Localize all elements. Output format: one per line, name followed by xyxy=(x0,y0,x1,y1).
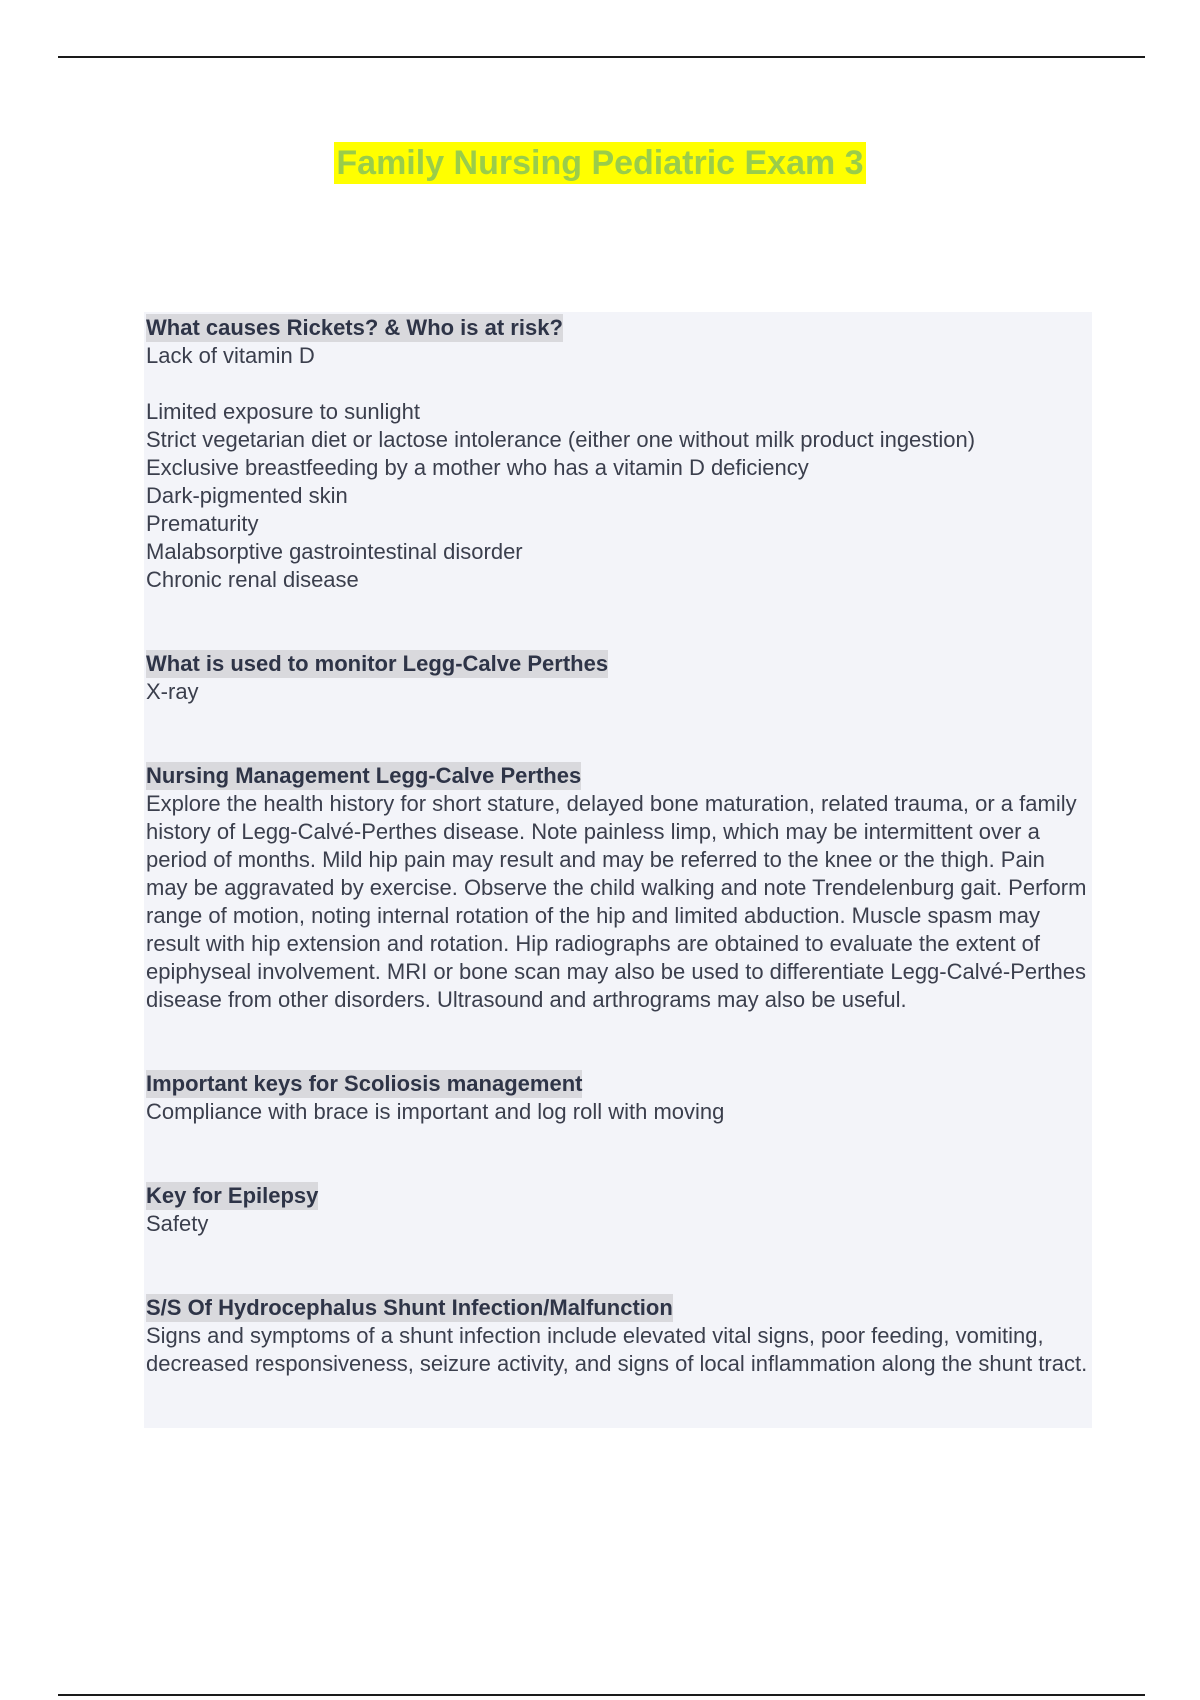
qa-card-rickets xyxy=(146,314,1092,594)
answer-text: Safety xyxy=(146,1211,209,1236)
qa-card-epilepsy xyxy=(146,1182,1092,1238)
question-heading: S/S Of Hydrocephalus Shunt Infection/Malfunction xyxy=(146,1295,673,1320)
answer-text: X-ray xyxy=(146,679,199,704)
qa-card-legg-calve-management xyxy=(146,762,1092,1014)
answer-text: Explore the health history for short stature, delayed bone maturation, related trauma, or a family history of Legg-Calvé-Perthes disease. Note painless limp, which may be intermittent over a period of months. Mild hip pain may result and may be referred to the knee or the thigh. Pain may be aggravated by exercise. Observe the child walking and note Trendelenburg gait. Perform range of motion, noting internal rotation of the hip and limited abduction. Muscle spasm may result with hip extension and rotation. Hip radiographs are obtained to evaluate the extent of epiphyseal involvement. MRI or bone scan may also be used to differentiate Legg-Calvé-Perthes disease from other disorders. Ultrasound and arthrograms may also be useful. xyxy=(146,791,1087,1012)
qa-card-scoliosis xyxy=(146,1070,1092,1126)
question-heading: Key for Epilepsy xyxy=(146,1183,319,1208)
qa-content xyxy=(144,312,1092,1428)
question-heading: What is used to monitor Legg-Calve Perthes xyxy=(146,651,609,676)
question-heading: What causes Rickets? & Who is at risk? xyxy=(146,315,563,340)
question-heading: Important keys for Scoliosis management xyxy=(146,1071,583,1096)
top-rule xyxy=(58,56,1145,58)
bottom-rule xyxy=(58,1694,1145,1696)
answer-text: Compliance with brace is important and log roll with moving xyxy=(146,1099,725,1124)
qa-card-legg-calve-monitor xyxy=(146,650,1092,706)
title-container xyxy=(0,142,1200,184)
answer-text: Signs and symptoms of a shunt infection include elevated vital signs, poor feeding, vomiting, decreased responsiveness, seizure activity, and signs of local inflammation along the shunt tract. xyxy=(146,1323,1088,1376)
qa-card-hydrocephalus xyxy=(146,1294,1092,1378)
question-heading: Nursing Management Legg-Calve Perthes xyxy=(146,763,582,788)
answer-text: Lack of vitamin D Limited exposure to sunlight Strict vegetarian diet or lactose intolerance (either one without milk product ingestion) Exclusive breastfeeding by a mother who has a vitamin D deficiency Dark-pigmented skin Prematurity Malabsorptive gastrointestinal disorder Chronic renal disease xyxy=(146,343,976,592)
document-title: Family Nursing Pediatric Exam 3 xyxy=(336,144,864,182)
